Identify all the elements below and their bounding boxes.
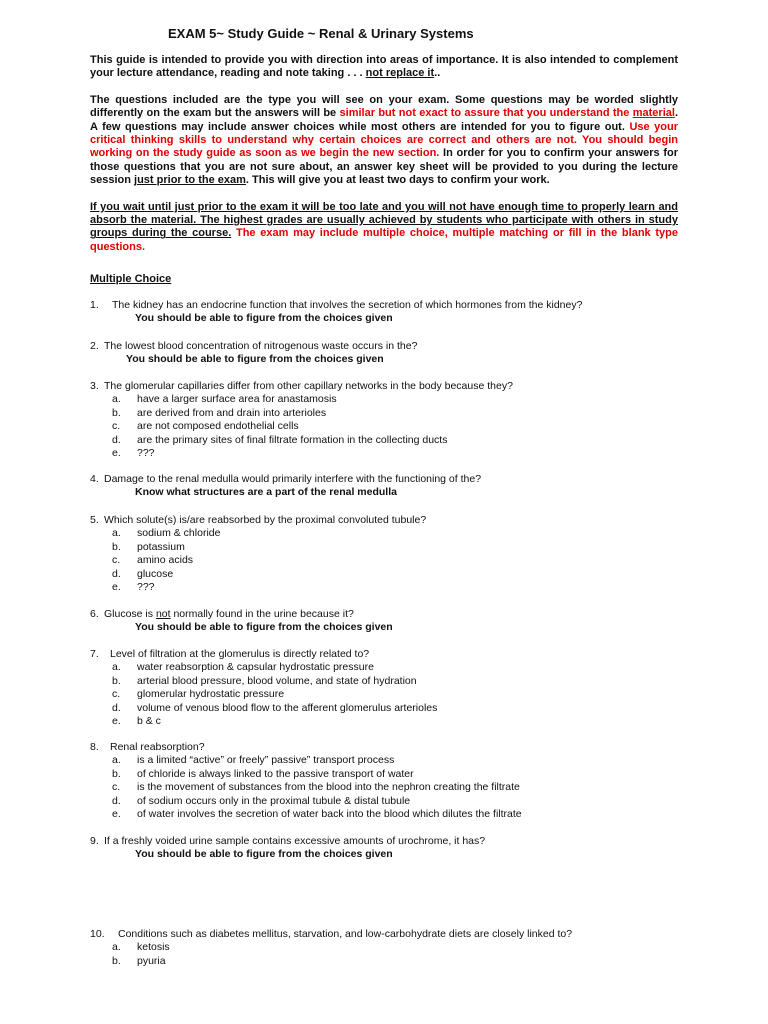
option-letter: a.	[112, 393, 121, 406]
option-text: are the primary sites of final filtrate formation in the collecting ducts	[137, 433, 448, 446]
question-stem	[90, 473, 690, 486]
option-text: pyuria	[137, 954, 166, 967]
option-text: b & c	[137, 715, 161, 728]
question-2	[90, 340, 690, 367]
question-text: The lowest blood concentration of nitrogenous waste occurs in the?	[104, 340, 418, 352]
question-text: The kidney has an endocrine function that involves the secretion of which hormones from the kidney?	[112, 299, 583, 311]
question-hint: You should be able to figure from the choices given	[135, 621, 393, 634]
question-stem	[90, 340, 690, 353]
option-text: are derived from and drain into arterioles	[137, 406, 327, 419]
option-item	[112, 795, 690, 808]
intro-paragraph-1	[90, 54, 678, 81]
question-text: Level of filtration at the glomerulus is directly related to?	[110, 648, 370, 660]
question-7	[90, 648, 690, 728]
option-text: have a larger surface area for anastamosis	[137, 393, 337, 406]
option-letter: a.	[112, 754, 121, 767]
page-title: EXAM 5~ Study Guide ~ Renal & Urinary Systems	[168, 26, 474, 41]
option-letter: d.	[112, 701, 121, 714]
option-text: sodium & chloride	[137, 527, 221, 540]
question-text-underlined: not	[155, 608, 171, 620]
question-number: 5.	[90, 514, 99, 526]
question-8	[90, 741, 690, 821]
question-10	[90, 928, 690, 968]
intro-p2-text-a: The questions included are the type you will see on your exam. Some questions may be worded slightly differently on the exam but the answers will be	[90, 93, 678, 120]
option-list	[90, 527, 690, 594]
option-item	[112, 754, 690, 767]
question-1	[90, 299, 690, 326]
question-9	[90, 835, 690, 862]
question-stem	[90, 514, 690, 527]
question-6	[90, 608, 690, 635]
intro-p1-underlined: not replace it	[365, 67, 435, 80]
option-text: are not composed endothelial cells	[137, 420, 299, 433]
intro-p2-text-b: . A few questions may include answer choices while most others are intended for you to figure out.	[90, 107, 678, 133]
section-heading-multiple-choice: Multiple Choice	[90, 273, 172, 285]
question-stem	[90, 380, 690, 393]
option-text: ketosis	[137, 941, 170, 954]
option-letter: d.	[112, 794, 121, 807]
option-item	[112, 541, 690, 554]
option-list	[90, 941, 690, 968]
question-hint: You should be able to figure from the choices given	[135, 312, 393, 325]
option-text: glomerular hydrostatic pressure	[137, 688, 285, 701]
question-hint: Know what structures are a part of the renal medulla	[135, 486, 397, 499]
option-text: ???	[137, 447, 155, 460]
option-text: ???	[137, 581, 155, 594]
option-text: arterial blood pressure, blood volume, and state of hydration	[137, 674, 417, 687]
question-stem	[90, 928, 690, 941]
question-hint: You should be able to figure from the choices given	[135, 848, 393, 861]
option-letter: b.	[112, 767, 121, 780]
option-item	[112, 702, 690, 715]
option-letter: c.	[112, 554, 121, 567]
option-letter: a.	[112, 661, 121, 674]
option-text: water reabsorption & capsular hydrostatic pressure	[137, 661, 374, 674]
question-stem	[90, 741, 690, 754]
option-item	[112, 554, 690, 567]
option-letter: d.	[112, 433, 121, 446]
option-letter: b.	[112, 954, 121, 967]
intro-p2-underlined: just prior to the exam	[134, 174, 246, 187]
option-item	[112, 447, 690, 460]
question-number: 8.	[90, 741, 99, 753]
option-letter: c.	[112, 688, 121, 701]
question-number: 4.	[90, 473, 99, 485]
question-number: 10.	[90, 928, 105, 940]
option-letter: a.	[112, 941, 121, 954]
question-stem	[90, 648, 690, 661]
option-letter: c.	[112, 781, 121, 794]
option-item	[112, 781, 690, 794]
intro-p2-red-underlined: material	[632, 107, 675, 120]
option-letter: c.	[112, 420, 121, 433]
intro-p1-end: ..	[434, 67, 441, 80]
question-stem	[90, 835, 690, 848]
intro-paragraph-3	[90, 201, 678, 255]
option-item	[112, 527, 690, 540]
question-3	[90, 380, 690, 460]
question-number: 2.	[90, 340, 99, 352]
question-5	[90, 514, 690, 594]
option-item	[112, 581, 690, 594]
question-text: The glomerular capillaries differ from other capillary networks in the body because they?	[104, 380, 513, 392]
intro-p1-text: This guide is intended to provide you with direction into areas of importance. It is also intended to complement your lecture attendance, reading and note taking . . .	[90, 54, 678, 80]
question-number: 7.	[90, 648, 99, 660]
option-item	[112, 808, 690, 821]
option-letter: e.	[112, 808, 121, 821]
question-stem	[90, 608, 690, 621]
option-item	[112, 420, 690, 433]
question-text: Which solute(s) is/are reabsorbed by the proximal convoluted tubule?	[104, 514, 427, 526]
question-text: Conditions such as diabetes mellitus, starvation, and low-carbohydrate diets are closely linked to?	[118, 928, 573, 940]
intro-p2-red-b: Use your critical thinking skills to understand why certain choices are correct and others are not. You should begin working on the study guide as soon as we begin the new section.	[90, 120, 678, 160]
option-text: of water involves the secretion of water back into the blood which dilutes the filtrate	[137, 808, 522, 821]
intro-p2-text-d: . This will give you at least two days to confirm your work.	[245, 174, 550, 187]
option-item	[112, 715, 690, 728]
option-letter: d.	[112, 567, 121, 580]
option-text: is a limited “active” or freely” passive” transport process	[137, 754, 395, 767]
option-text: of sodium occurs only in the proximal tubule & distal tubule	[137, 794, 411, 807]
option-letter: b.	[112, 674, 121, 687]
option-list	[90, 393, 690, 460]
question-stem	[90, 299, 690, 312]
intro-p3-red: The exam may include multiple choice, multiple matching or fill in the blank type questions.	[90, 227, 678, 253]
option-text: is the movement of substances from the blood into the nephron creating the filtrate	[137, 781, 520, 794]
option-text: of chloride is always linked to the passive transport of water	[137, 767, 414, 780]
intro-p2-text-c: In order for you to confirm your answers for those questions that you are not sure about, an answer key sheet will be provided to you during the lecture session	[90, 147, 678, 187]
option-list	[90, 754, 690, 821]
option-item	[112, 675, 690, 688]
intro-block	[90, 54, 678, 267]
option-item	[112, 661, 690, 674]
question-number: 1.	[90, 299, 99, 311]
question-text-b: normally found in the urine because it?	[170, 608, 354, 620]
option-letter: a.	[112, 527, 121, 540]
question-4	[90, 473, 690, 500]
question-text: Renal reabsorption?	[110, 741, 205, 753]
option-letter: e.	[112, 581, 121, 594]
question-text: If a freshly voided urine sample contains excessive amounts of urochrome, it has?	[104, 835, 486, 847]
option-item	[112, 568, 690, 581]
option-item	[112, 768, 690, 781]
option-item	[112, 434, 690, 447]
intro-p3-underlined: If you wait until just prior to the exam it will be too late and you will not have enough time to properly learn and absorb the material. The highest grades are usually achieved by students who participate with others in study groups during the course.	[90, 200, 678, 240]
option-item	[112, 941, 690, 954]
question-number: 6.	[90, 608, 99, 620]
option-letter: b.	[112, 406, 121, 419]
option-letter: e.	[112, 447, 121, 460]
option-letter: b.	[112, 540, 121, 553]
intro-p2-red-a: similar but not exact to assure that you understand the	[339, 107, 630, 120]
option-text: volume of venous blood flow to the afferent glomerulus arterioles	[137, 701, 438, 714]
option-text: glucose	[137, 567, 174, 580]
option-item	[112, 688, 690, 701]
question-hint: You should be able to figure from the choices given	[126, 353, 384, 366]
question-number: 9.	[90, 835, 99, 847]
question-number: 3.	[90, 380, 99, 392]
option-text: potassium	[137, 540, 185, 553]
option-list	[90, 661, 690, 728]
option-item	[112, 393, 690, 406]
option-text: amino acids	[137, 554, 194, 567]
question-text: Damage to the renal medulla would primarily interfere with the functioning of the?	[104, 473, 482, 485]
option-letter: e.	[112, 715, 121, 728]
option-item	[112, 407, 690, 420]
intro-paragraph-2	[90, 94, 678, 188]
option-item	[112, 955, 690, 968]
question-text-a: Glucose is	[104, 608, 156, 620]
